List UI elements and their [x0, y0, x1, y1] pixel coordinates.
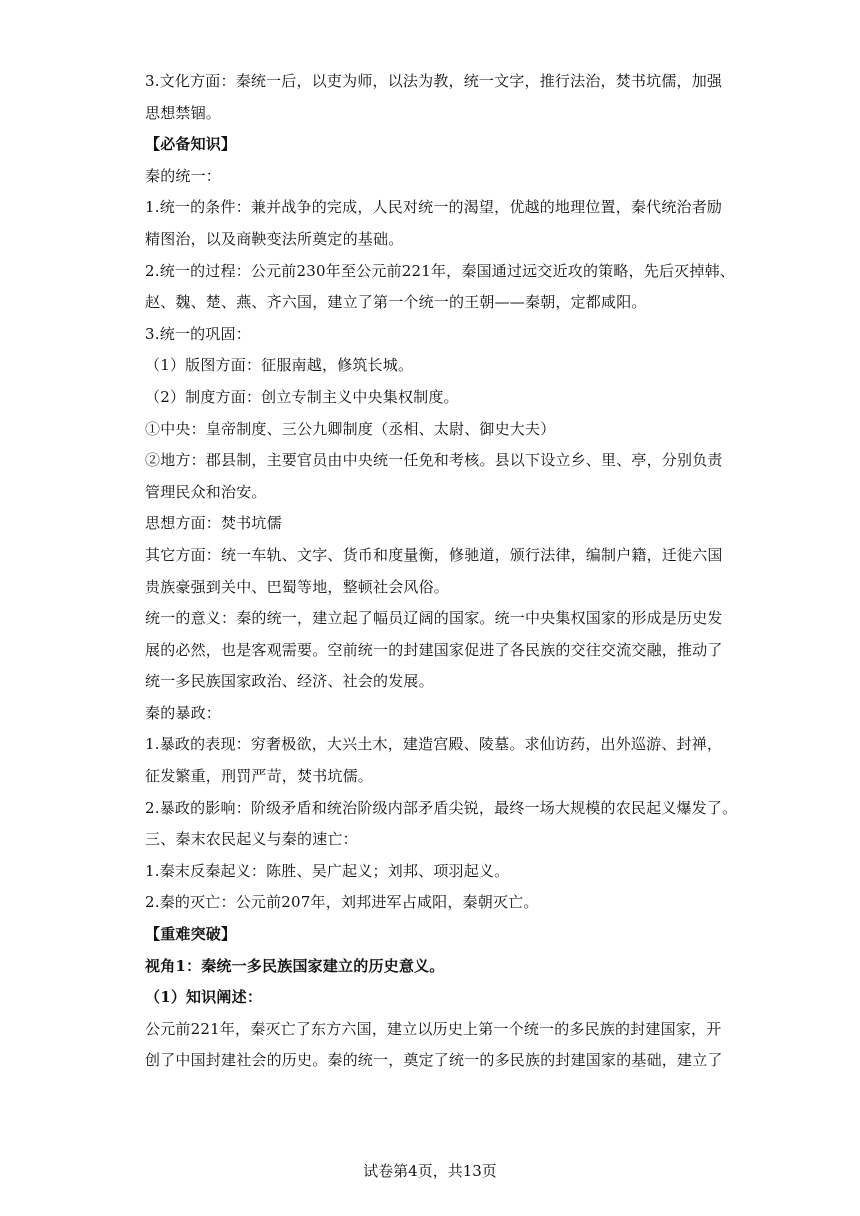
- section-heading: 【重难突破】: [145, 925, 237, 944]
- text-line: ①中央：皇帝制度、三公九卿制度（丞相、太尉、御史大夫）: [145, 419, 556, 438]
- text-line: 统一多民族国家政治、经济、社会的发展。: [145, 672, 434, 691]
- text-line: 3.文化方面：秦统一后，以吏为师，以法为教，统一文字，推行法治，焚书坑儒，加强: [145, 72, 723, 90]
- text-line: 展的必然，也是客观需要。空前统一的封建国家促进了各民族的交往交流交融，推动了: [145, 640, 723, 659]
- text-line: 秦的统一：: [145, 166, 222, 185]
- text-line: ②地方：郡县制，主要官员由中央统一任免和考核。县以下设立乡、里、亭，分别负责: [145, 451, 723, 470]
- text-line: 精图治，以及商鞅变法所奠定的基础。: [145, 229, 404, 248]
- text-line: 管理民众和治安。: [145, 482, 267, 501]
- text-line: 贵族豪强到关中、巴蜀等地，整顿社会风俗。: [145, 577, 450, 596]
- text-line: 三、秦末农民起义与秦的速亡：: [145, 830, 358, 849]
- text-line: 1.暴政的表现：穷奢极欲，大兴土木，建造宫殿、陵墓。求仙访药，出外巡游、封禅，: [145, 735, 723, 754]
- text-line: 征发繁重，刑罚严苛，焚书坑儒。: [145, 767, 374, 786]
- text-line: （1）版图方面：征服南越，修筑长城。: [145, 356, 414, 375]
- document-body: [145, 66, 738, 1077]
- text-line: 秦的暴政：: [145, 703, 222, 722]
- text-line: 思想方面：焚书坑儒: [145, 514, 282, 533]
- section-heading: （1）知识阐述：: [145, 988, 263, 1007]
- text-line: 赵、魏、楚、燕、齐六国，建立了第一个统一的王朝——秦朝，定都咸阳。: [145, 293, 647, 312]
- page-footer: 试卷第4页，共13页: [363, 1162, 497, 1180]
- text-line: 公元前221年，秦灭亡了东方六国，建立以历史上第一个统一的多民族的封建国家，开: [145, 1019, 722, 1038]
- section-heading: 视角1：秦统一多民族国家建立的历史意义。: [145, 956, 445, 975]
- text-line: 其它方面：统一车轨、文字、货币和度量衡，修驰道，颁行法律，编制户籍，迁徙六国: [145, 545, 723, 564]
- text-line: 统一的意义：秦的统一，建立起了幅员辽阔的国家。统一中央集权国家的形成是历史发: [145, 609, 723, 628]
- text-line: 创了中国封建社会的历史。秦的统一，奠定了统一的多民族的封建国家的基础，建立了: [145, 1051, 723, 1070]
- text-line: 1.统一的条件：兼并战争的完成，人民对统一的渴望，优越的地理位置，秦代统治者励: [145, 198, 723, 217]
- text-line: （2）制度方面：创立专制主义中央集权制度。: [145, 387, 459, 406]
- section-heading: 【必备知识】: [145, 135, 237, 154]
- text-line: 3.统一的巩固：: [145, 324, 251, 343]
- text-line: 思想禁锢。: [145, 103, 222, 122]
- text-line: 2.秦的灭亡：公元前207年，刘邦进军占咸阳，秦朝灭亡。: [145, 893, 539, 912]
- text-line: 2.暴政的影响：阶级矛盾和统治阶级内部矛盾尖锐，最终一场大规模的农民起义爆发了。: [145, 798, 738, 817]
- text-line: 2.统一的过程：公元前230年至公元前221年，秦国通过远交近攻的策略，先后灭掉韩、: [145, 261, 735, 280]
- text-line: 1.秦末反秦起义：陈胜、吴广起义；刘邦、项羽起义。: [145, 861, 510, 880]
